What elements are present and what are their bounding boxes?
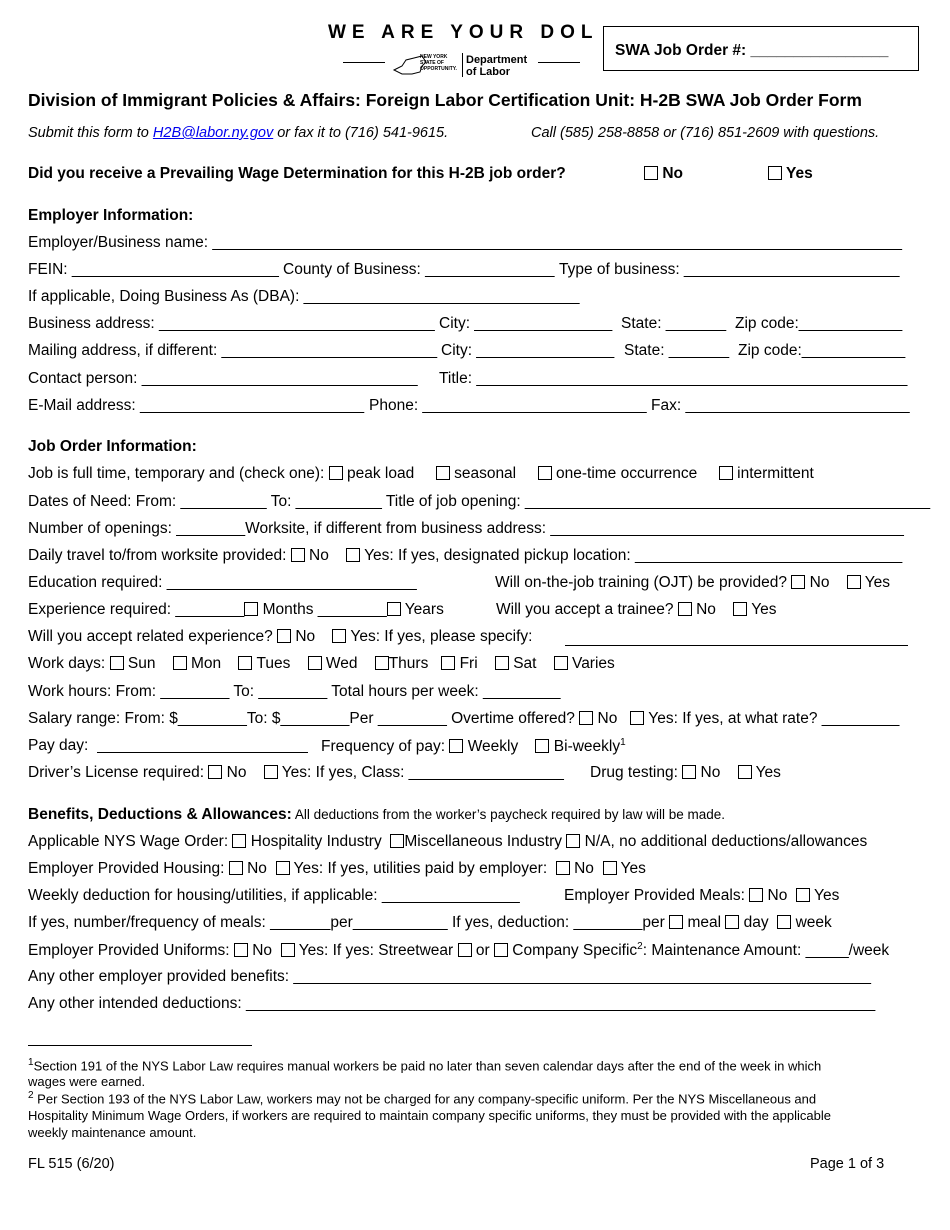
license-row xyxy=(28,764,564,782)
drug-no-label: No xyxy=(700,764,721,781)
pwd-yes-label: Yes xyxy=(786,165,813,182)
per-day-label: day xyxy=(743,914,769,931)
employer-heading: Employer Information: xyxy=(28,207,194,224)
wage-order-row xyxy=(28,833,867,851)
pwd-yes-checkbox[interactable] xyxy=(768,166,782,180)
ot-yes-label[interactable]: Yes: If yes, at what rate? _________ xyxy=(648,710,900,727)
uniforms-row xyxy=(28,941,889,960)
salary-row xyxy=(28,710,899,728)
footnote-1-number: 1 xyxy=(28,1057,34,1068)
pwd-no-checkbox[interactable] xyxy=(644,166,658,180)
business-address-field[interactable]: Business address: ________________________________ xyxy=(28,315,435,332)
hospitality-checkbox[interactable] xyxy=(232,834,246,848)
contact-person-field[interactable]: Contact person: ________________________________ xyxy=(28,370,418,387)
travel-label: Daily travel to/from worksite provided: xyxy=(28,547,287,564)
or-label: or xyxy=(475,942,490,960)
wed-label: Wed xyxy=(325,655,358,672)
email-address-field[interactable]: E-Mail address: __________________________ xyxy=(28,397,365,414)
travel-no-checkbox[interactable] xyxy=(291,548,305,562)
county-field[interactable]: County of Business: _______________ xyxy=(283,261,555,278)
submit-suffix: or fax it to (716) 541-9615. xyxy=(273,125,449,141)
trainee-no-label: No xyxy=(696,601,716,618)
employer-name-field[interactable]: Employer/Business name: ________________________________________________________________________________ xyxy=(28,234,902,251)
license-no-label: No xyxy=(226,764,247,781)
months-checkbox[interactable] xyxy=(244,602,258,616)
page-number: Page 1 of 3 xyxy=(810,1156,885,1172)
frequency-label: Frequency of pay: xyxy=(321,738,446,756)
tues-label: Tues xyxy=(256,655,291,672)
job-type-label: Job is full time, temporary and (check one): xyxy=(28,465,325,482)
footnote-2-number: 2 xyxy=(28,1090,34,1101)
housing-yes-checkbox[interactable] xyxy=(276,861,290,875)
ojt-no-checkbox[interactable] xyxy=(791,575,805,589)
dates-of-need-field[interactable]: Dates of Need: From: __________ To: __________ Title of job opening: _______________________________________________ xyxy=(28,493,931,510)
business-zip-field[interactable]: Zip code:____________ xyxy=(735,315,903,332)
peak-load-checkbox[interactable] xyxy=(329,466,343,480)
sat-label: Sat xyxy=(513,655,537,672)
related-specify-line[interactable] xyxy=(565,645,908,646)
mailing-state-field[interactable]: State: _______ xyxy=(624,342,730,359)
mon-label: Mon xyxy=(191,655,222,672)
biweekly-checkbox[interactable] xyxy=(535,739,549,753)
other-benefits-field[interactable]: Any other employer provided benefits: ___________________________________________________________________ xyxy=(28,968,871,985)
experience-field[interactable]: Experience required: ________ xyxy=(28,601,245,618)
email-link[interactable]: H2B@labor.ny.gov xyxy=(152,125,274,141)
dba-field[interactable]: If applicable, Doing Business As (DBA): ________________________________ xyxy=(28,288,580,305)
years-label: Years xyxy=(404,601,444,618)
years-checkbox[interactable] xyxy=(387,602,401,616)
wed-checkbox[interactable] xyxy=(308,656,322,670)
intermittent-checkbox[interactable] xyxy=(719,466,733,480)
utilities-yes-checkbox[interactable] xyxy=(603,861,617,875)
sun-label: Sun xyxy=(127,655,156,672)
meals-no-checkbox[interactable] xyxy=(749,888,763,902)
travel-yes-label[interactable]: Yes: If yes, designated pickup location: _______________________________ xyxy=(364,547,903,564)
drug-testing-row xyxy=(590,764,781,782)
meals-frequency-field[interactable]: If yes, number/frequency of meals: _______per___________ If yes, deduction: ________per xyxy=(28,914,665,931)
workdays-row xyxy=(28,655,615,673)
trainee-label: Will you accept a trainee? xyxy=(496,601,674,618)
mailing-city-field[interactable]: City: ________________ xyxy=(441,342,615,359)
footnote-2 xyxy=(28,1087,831,1141)
license-no-checkbox[interactable] xyxy=(208,765,222,779)
drug-yes-label: Yes xyxy=(755,764,781,781)
ot-yes-checkbox[interactable] xyxy=(630,711,644,725)
trainee-no-checkbox[interactable] xyxy=(678,602,692,616)
pwd-no-label: No xyxy=(662,165,683,182)
meals-yes-label: Yes xyxy=(814,887,840,904)
workdays-label: Work days: xyxy=(28,655,106,672)
wage-order-label: Applicable NYS Wage Order: xyxy=(28,833,229,850)
weekly-checkbox[interactable] xyxy=(449,739,463,753)
meals-frequency-row xyxy=(28,914,832,932)
travel-row xyxy=(28,547,902,565)
business-city-field[interactable]: City: ________________ xyxy=(439,315,613,332)
uniforms-yes-label: Yes: If yes: Streetwear xyxy=(298,942,454,960)
varies-checkbox[interactable] xyxy=(554,656,568,670)
mon-checkbox[interactable] xyxy=(173,656,187,670)
misc-checkbox[interactable] xyxy=(390,834,404,848)
housing-no-label: No xyxy=(247,860,267,877)
openings-field[interactable]: Number of openings: ________Worksite, if different from business address: _________________________________________ xyxy=(28,520,904,537)
ojt-label: Will on-the-job training (OJT) be provided? xyxy=(495,574,788,591)
mailing-zip-field[interactable]: Zip code:____________ xyxy=(738,342,906,359)
one-time-checkbox[interactable] xyxy=(538,466,552,480)
thurs-checkbox[interactable] xyxy=(375,656,389,670)
seasonal-checkbox[interactable] xyxy=(436,466,450,480)
benefits-heading-row xyxy=(28,806,725,824)
ojt-row xyxy=(495,574,890,592)
seasonal-label: seasonal xyxy=(454,465,517,482)
swa-job-order-label: SWA Job Order #: ________________ xyxy=(615,42,889,59)
license-yes-label[interactable]: Yes: If yes, Class: __________________ xyxy=(281,764,564,781)
na-label: N/A, no additional deductions/allowances xyxy=(584,833,868,850)
footnote-2-text-2: Hospitality Minimum Wage Orders, if workers are required to maintain company specific uniforms, they must be provided with the applicable xyxy=(28,1108,831,1124)
fax-field[interactable]: Fax: __________________________ xyxy=(651,397,910,414)
ojt-yes-label: Yes xyxy=(864,574,891,591)
related-no-checkbox[interactable] xyxy=(277,629,291,643)
footnote-1 xyxy=(28,1055,821,1090)
salary-field[interactable]: Salary range: From: $________To: $________Per ________ Overtime offered? xyxy=(28,710,575,727)
logo-left-rule xyxy=(343,62,385,63)
experience-row xyxy=(28,601,444,619)
ot-no-label: No xyxy=(597,710,618,727)
call-line: Call (585) 258-8858 or (716) 851-2609 with questions. xyxy=(531,125,880,141)
varies-label: Varies xyxy=(572,655,615,672)
mailing-address-field[interactable]: Mailing address, if different: _________________________ xyxy=(28,342,438,359)
footnote-divider xyxy=(28,1045,252,1046)
travel-no-label: No xyxy=(309,547,329,564)
trainee-yes-label: Yes xyxy=(751,601,777,618)
sun-checkbox[interactable] xyxy=(110,656,124,670)
business-type-field[interactable]: Type of business: _________________________ xyxy=(559,261,900,278)
logo-right-rule xyxy=(538,62,580,63)
housing-label: Employer Provided Housing: xyxy=(28,860,225,877)
per-meal-label: meal xyxy=(687,914,722,931)
fri-label: Fri xyxy=(459,655,478,672)
intermittent-label: intermittent xyxy=(737,465,814,482)
drug-no-checkbox[interactable] xyxy=(682,765,696,779)
dept-line2: of Labor xyxy=(466,66,510,78)
housing-yes-label: Yes: If yes, utilities paid by employer: xyxy=(293,860,548,877)
logo-divider xyxy=(462,53,463,77)
travel-yes-checkbox[interactable] xyxy=(346,548,360,562)
ojt-no-label: No xyxy=(809,574,830,591)
drug-label: Drug testing: xyxy=(590,764,678,781)
footnote-1-text-2: wages were earned. xyxy=(28,1074,146,1090)
related-row xyxy=(28,628,533,646)
per-week-checkbox[interactable] xyxy=(777,915,791,929)
footnote-ref-2: 2 xyxy=(637,941,643,952)
related-yes-checkbox[interactable] xyxy=(332,629,346,643)
job-type-row xyxy=(28,465,814,483)
sat-checkbox[interactable] xyxy=(495,656,509,670)
drug-yes-checkbox[interactable] xyxy=(738,765,752,779)
footnote-1-text: Section 191 of the NYS Labor Law requires manual workers be paid no later than seven calendar days after the end of the week in which xyxy=(33,1058,822,1074)
per-week-label: week xyxy=(795,914,832,931)
fri-checkbox[interactable] xyxy=(441,656,455,670)
submit-line xyxy=(28,125,448,141)
pwd-no-option[interactable] xyxy=(644,165,683,183)
one-time-label: one-time occurrence xyxy=(555,465,698,482)
company-specific-checkbox[interactable] xyxy=(494,943,508,957)
swa-job-order-box[interactable] xyxy=(603,26,919,71)
submit-prefix: Submit this form to xyxy=(28,125,153,141)
housing-no-checkbox[interactable] xyxy=(229,861,243,875)
meals-row xyxy=(564,887,839,905)
page-title: Division of Immigrant Policies & Affairs: Foreign Labor Certification Unit: H-2B SWA Job Order Form xyxy=(28,90,862,110)
na-checkbox[interactable] xyxy=(566,834,580,848)
pay-frequency-row xyxy=(321,737,626,756)
ot-no-checkbox[interactable] xyxy=(579,711,593,725)
business-state-field[interactable]: State: _______ xyxy=(621,315,727,332)
tues-checkbox[interactable] xyxy=(238,656,252,670)
benefits-note: All deductions from the worker’s paycheck required by law will be made. xyxy=(291,807,726,822)
other-deductions-field[interactable]: Any other intended deductions: _________________________________________________________________________ xyxy=(28,995,876,1012)
meals-no-label: No xyxy=(767,887,788,904)
education-field[interactable]: Education required: _____________________________ xyxy=(28,574,417,591)
dept-line1: Department xyxy=(466,54,528,66)
company-specific-label: Company Specific xyxy=(512,942,638,960)
biweekly-label: Bi-weekly xyxy=(553,738,621,756)
fein-field[interactable]: FEIN: ________________________ xyxy=(28,261,279,278)
hospitality-label: Hospitality Industry xyxy=(250,833,382,850)
months-label[interactable]: Months ________ xyxy=(262,601,387,618)
weekly-deduction-field[interactable]: Weekly deduction for housing/utilities, if applicable: ________________ xyxy=(28,887,520,904)
streetwear-checkbox[interactable] xyxy=(458,943,472,957)
related-yes-label: Yes: If yes, please specify: xyxy=(350,628,533,645)
license-yes-checkbox[interactable] xyxy=(264,765,278,779)
utilities-no-label: No xyxy=(574,860,594,877)
maintenance-field[interactable]: : Maintenance Amount: _____/week xyxy=(642,942,890,960)
ojt-yes-checkbox[interactable] xyxy=(847,575,861,589)
uniforms-yes-checkbox[interactable] xyxy=(281,943,295,957)
footnote-2-text: Per Section 193 of the NYS Labor Law, workers may not be charged for any company-specific uniform. Per the NYS Miscellaneous and xyxy=(33,1091,817,1107)
uniforms-label: Employer Provided Uniforms: xyxy=(28,942,230,960)
state-text: NEW YORK STATE OF OPPORTUNITY. xyxy=(420,54,457,72)
utilities-no-checkbox[interactable] xyxy=(556,861,570,875)
payday-line[interactable] xyxy=(97,752,308,753)
footnote-2-text-3: weekly maintenance amount. xyxy=(28,1125,197,1141)
phone-field[interactable]: Phone: __________________________ xyxy=(369,397,647,414)
per-meal-checkbox[interactable] xyxy=(669,915,683,929)
benefits-heading: Benefits, Deductions & Allowances: xyxy=(28,806,292,823)
form-number: FL 515 (6/20) xyxy=(28,1156,115,1172)
per-day-checkbox[interactable] xyxy=(725,915,739,929)
related-label: Will you accept related experience? xyxy=(28,628,273,645)
footnote-ref-1: 1 xyxy=(620,737,626,748)
pwd-question: Did you receive a Prevailing Wage Determination for this H-2B job order? xyxy=(28,165,566,182)
trainee-yes-checkbox[interactable] xyxy=(733,602,747,616)
uniforms-no-checkbox[interactable] xyxy=(234,943,248,957)
work-hours-field[interactable]: Work hours: From: ________ To: ________ Total hours per week: _________ xyxy=(28,683,561,700)
contact-title-field[interactable]: Title: __________________________________________________ xyxy=(439,370,908,387)
misc-label: Miscellaneous Industry xyxy=(404,833,563,850)
uniforms-no-label: No xyxy=(252,942,273,960)
license-label: Driver’s License required: xyxy=(28,764,205,781)
pwd-yes-option[interactable] xyxy=(768,165,813,183)
utilities-yes-label: Yes xyxy=(620,860,646,877)
meals-label: Employer Provided Meals: xyxy=(564,887,745,904)
meals-yes-checkbox[interactable] xyxy=(796,888,810,902)
thurs-label: Thurs xyxy=(388,655,429,672)
payday-label: Pay day: xyxy=(28,737,89,754)
housing-row xyxy=(28,860,646,878)
weekly-label: Weekly xyxy=(467,738,519,756)
job-heading: Job Order Information: xyxy=(28,438,197,455)
slogan: WE ARE YOUR DOL xyxy=(328,22,599,43)
trainee-row xyxy=(496,601,777,619)
related-no-label: No xyxy=(295,628,316,645)
peak-load-label: peak load xyxy=(346,465,415,482)
